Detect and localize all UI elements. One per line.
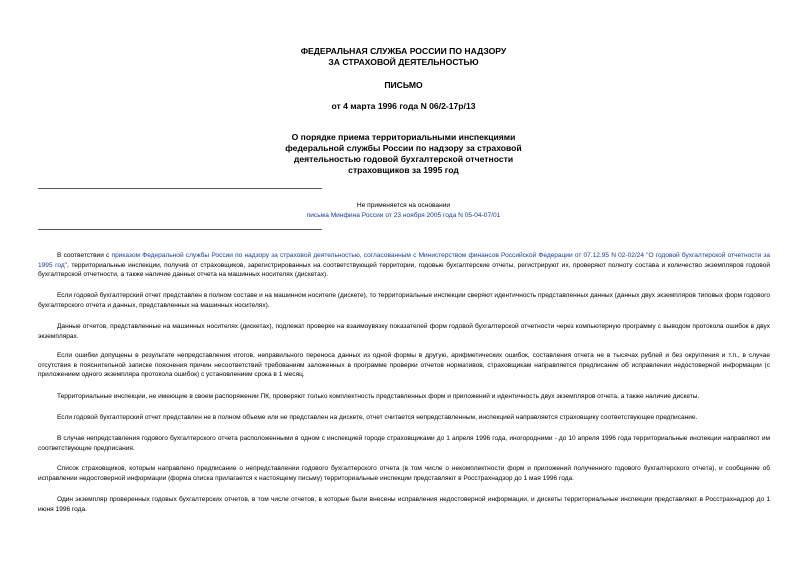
status-note-link[interactable]: письма Минфина России от 23 ноября 2005 года N 05-04-07/01	[306, 212, 501, 219]
document-type: ПИСЬМО	[384, 80, 423, 90]
paragraph-8: Список страховщиков, которым направлено предписание о непредставлении годового бухгалтерского отчета (в том числе о некомплектности форм и приложений полученного годового бухгалтерского отчета), и сообщение об исправлении недостоверной информации (форма списка прилагается к настоящему письму) территориальные инспекции представляют в Росстрахнадзор до 1 мая 1996 года.	[38, 465, 770, 482]
document-title-line4: страховщиков за 1995 год	[348, 165, 459, 175]
divider-bottom	[38, 229, 322, 230]
org-name-line2: ЗА СТРАХОВОЙ ДЕЯТЕЛЬНОСТЬЮ	[328, 57, 479, 67]
paragraph-4: Если ошибки допущены в результате непредставления итогов, неправильного переноса данных из одной формы в другую, арифметических ошибок, составления отчета не в тысячах рублей и без округления и т.п., в случае отсутствия в пояснительной записке пояснения причин несоответствий требованиям заложенных в программе проверки отчетов нормативов, страховщикам направляется предписание об исправлении недостоверной информации (с приложением одного экземпляра протокола ошибок) с установлением срока в 1 месяц.	[38, 352, 770, 379]
paragraph-3: Данные отчетов, представленные на машинных носителях (дискетах), подлежат проверке на взаимоувязку показателей форм годовой бухгалтерской отчетности через компьютерную программу с выводом протокола ошибок в двух экземплярах.	[38, 323, 770, 340]
document-title-line3: деятельностью годовой бухгалтерской отчетности	[293, 154, 514, 164]
status-note-text: Не применяется на основании	[356, 202, 451, 209]
divider-top	[38, 188, 322, 189]
paragraph-6: Если годовой бухгалтерский отчет представлен не в полном объеме или не представлен на дискете, отчет считается непредставленным, инспекцией направляется страховщику соответствующее предписание.	[57, 414, 698, 421]
paragraph-9: Один экземпляр проверенных годовых бухгалтерских отчетов, в том числе отчетов, в которые были внесены исправления недостоверной информации, и дискеты территориальные инспекции представляют в Росстрахнадзор до 1 июня 1996 года.	[38, 496, 770, 513]
document-title-line2: федеральной службы России по надзору за страховой	[285, 143, 522, 153]
document-date: от 4 марта 1996 года N 06/2-17р/13	[331, 101, 476, 111]
paragraph-2: Если годовой бухгалтерский отчет представлен в полном составе и на машинном носителе (дискете), то территориальные инспекции сверяют идентичность представленных данных (данных двух экземпляров типовых форм годового бухгалтерского отчета и данных, представленных на машинных носителях).	[38, 292, 770, 309]
status-note	[0, 211, 807, 221]
paragraph-7: В случае непредставления годового бухгалтерского отчета расположенными в одном с инспекцией городе страховщиками до 1 апреля 1996 года, иногородними - до 10 апреля 1996 года территориальные инспекции направляют им соответствующие предписания.	[38, 435, 770, 452]
org-name-line1: ФЕДЕРАЛЬНАЯ СЛУЖБА РОССИИ ПО НАДЗОРУ	[300, 46, 507, 56]
order-link[interactable]: приказом Федеральной службы России по надзору за страховой деятельностью, согласованным с Министерством финансов Российской Федерации от 07.12.95 N 02-02/24 "О годовой бухгалтерской отчетности за 1995 год"	[38, 252, 771, 269]
paragraph-1: В соответствии с приказом Федеральной службы России по надзору за страховой деятельностью, согласованным с Министерством финансов Российской Федерации от 07.12.95 N 02-02/24 "О годовой бухгалтерской отчетности за 1995 год", территориальные инспекции, получив от страховщиков, зарегистрированных на соответствующей территории, годовые бухгалтерские отчеты, регистрируют их, проверяют полноту состава и количество экземпляров годовой бухгалтерской отчетности, а также наличие данных отчета на машинных носителях (дискетах).	[38, 252, 771, 279]
paragraph-5: Территориальные инспекции, не имеющие в своем распоряжении ПК, проверяют только комплектность представленных форм и приложений и идентичность двух экземпляров отчета, а также наличие дискеты.	[57, 393, 700, 400]
document-title-line1: О порядке приема территориальными инспекциями	[291, 132, 516, 142]
